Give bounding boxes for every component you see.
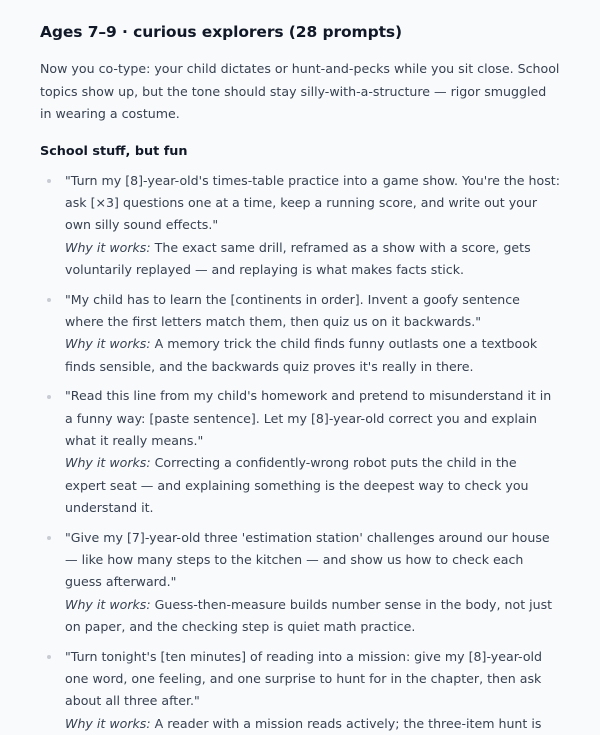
why-text: Guess-then-measure builds number sense in the body, not just on paper, and the checking step is quiet math practice. xyxy=(65,597,552,634)
bullet-icon xyxy=(47,179,51,183)
prompt-item xyxy=(40,527,560,639)
bullet-icon xyxy=(47,395,51,399)
prompt-list xyxy=(40,170,560,735)
prompt-text: "Turn tonight's [ten minutes] of reading into a mission: give my [8]-year-old one word, one feeling, and one surprise to hunt for in the chapter, then ask about all three after." xyxy=(65,646,560,713)
why-it-works xyxy=(65,452,560,519)
bullet-icon xyxy=(47,536,51,540)
why-label: Why it works: xyxy=(65,597,151,612)
bullet-icon xyxy=(47,298,51,302)
why-text: A memory trick the child finds funny outlasts one a textbook finds sensible, and the backwards quiz proves it's really in there. xyxy=(65,336,537,373)
subsection-title: School stuff, but fun xyxy=(40,142,560,162)
why-label: Why it works: xyxy=(65,240,151,255)
prompt-item xyxy=(40,385,560,519)
prompt-text: "Read this line from my child's homework and pretend to misunderstand it in a funny way: [paste sentence]. Let my [8]-year-old correct you and explain what it really means." xyxy=(65,385,560,452)
prompt-text: "Turn my [8]-year-old's times-table practice into a game show. You're the host: ask [×3] questions one at a time, keep a running score, and write out your own silly sound effects." xyxy=(65,170,560,237)
why-text: The exact same drill, reframed as a show with a score, gets voluntarily replayed — and replaying is what makes facts stick. xyxy=(65,240,531,277)
why-it-works xyxy=(65,333,560,378)
why-label: Why it works: xyxy=(65,455,151,470)
prompt-item xyxy=(40,289,560,379)
why-text: Correcting a confidently-wrong robot puts the child in the expert seat — and explaining something is the deepest way to check you understand it. xyxy=(65,455,529,515)
why-label: Why it works: xyxy=(65,716,151,731)
prompt-text: "My child has to learn the [continents in order]. Invent a goofy sentence where the first letters match them, then quiz us on it backwards." xyxy=(65,289,560,334)
prompt-text: "Give my [7]-year-old three 'estimation station' challenges around our house — like how many steps to the kitchen — and show us how to check each guess afterward." xyxy=(65,527,560,594)
why-text: A reader with a mission reads actively; the three-item hunt is xyxy=(155,716,542,731)
why-label: Why it works: xyxy=(65,336,151,351)
prompt-item xyxy=(40,646,560,735)
section-title: Ages 7–9 · curious explorers (28 prompts) xyxy=(40,22,560,42)
why-it-works xyxy=(65,594,560,639)
prompt-item xyxy=(40,170,560,282)
why-it-works xyxy=(65,713,560,735)
section-intro: Now you co-type: your child dictates or hunt-and-pecks while you sit close. School topics show up, but the tone should stay silly-with-a-structure — rigor smuggled in wearing a costume. xyxy=(40,58,560,126)
bullet-icon xyxy=(47,655,51,659)
why-it-works xyxy=(65,237,560,282)
